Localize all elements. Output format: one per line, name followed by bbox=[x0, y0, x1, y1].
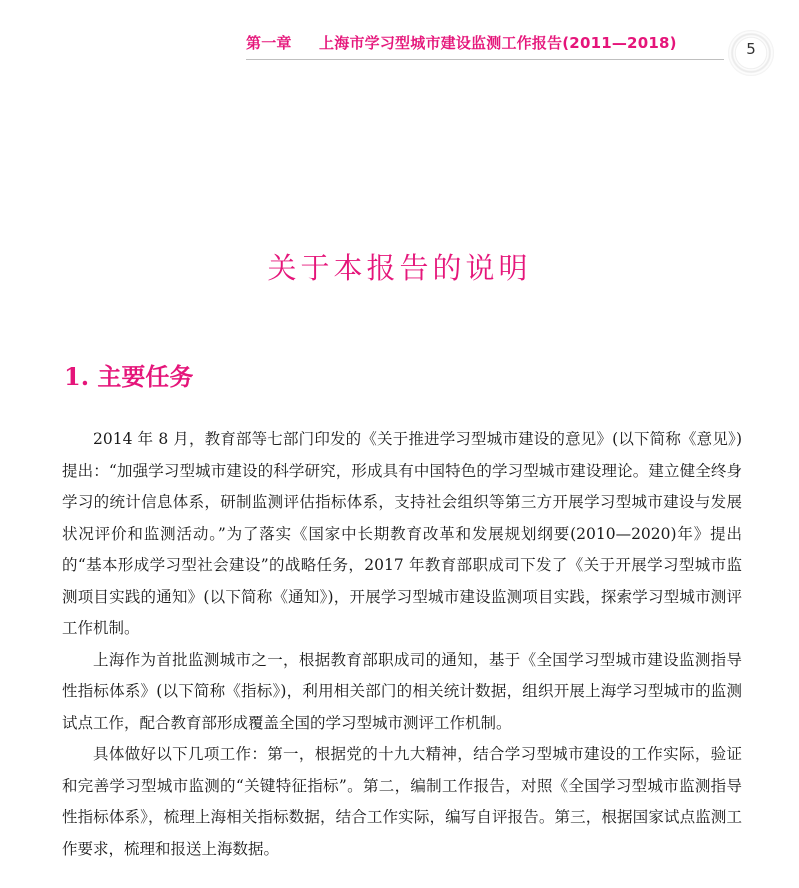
chapter-label: 第一章 bbox=[246, 34, 292, 52]
paragraph: 2014 年 8 月，教育部等七部门印发的《关于推进学习型城市建设的意见》(以下简称《意见》)提出：“加强学习型城市建设的科学研究，形成具有中国特色的学习型城市建设理论。建立健全终身学习的统计信息体系，研制监测评估指标体系，支持社会组织等第三方开展学习型城市建设与发展状况评价和监测活动。”为了落实《国家中长期教育改革和发展规划纲要(2010—2020)年》提出的“基本形成学习型社会建设”的战略任务，2017 年教育部职成司下发了《关于开展学习型城市监测项目实践的通知》(以下简称《通知》)，开展学习型城市建设监测项目实践，探索学习型城市测评工作机制。 bbox=[62, 430, 742, 637]
document-title: 关于本报告的说明 bbox=[267, 251, 532, 285]
running-title: 上海市学习型城市建设监测工作报告(2011—2018) bbox=[319, 34, 677, 52]
section-heading: 1. 主要任务 bbox=[64, 362, 194, 391]
page-number-badge bbox=[728, 30, 774, 76]
paragraph: 上海作为首批监测城市之一，根据教育部职成司的通知，基于《全国学习型城市建设监测指导性指标体系》(以下简称《指标》)，利用相关部门的相关统计数据，组织开展上海学习型城市的监测试点工作，配合教育部形成覆盖全国的学习型城市测评工作机制。 bbox=[62, 650, 742, 732]
body-text bbox=[62, 424, 742, 865]
header-divider bbox=[246, 59, 724, 60]
page-number: 5 bbox=[746, 40, 756, 58]
running-header bbox=[246, 32, 677, 53]
page-header bbox=[0, 24, 799, 64]
paragraph: 具体做好以下几项工作：第一，根据党的十九大精神，结合学习型城市建设的工作实际，验证和完善学习型城市监测的“关键特征指标”。第二，编制工作报告，对照《全国学习型城市监测指导性指标体系》，梳理上海相关指标数据，结合工作实际，编写自评报告。第三，根据国家试点监测工作要求，梳理和报送上海数据。 bbox=[62, 745, 742, 858]
